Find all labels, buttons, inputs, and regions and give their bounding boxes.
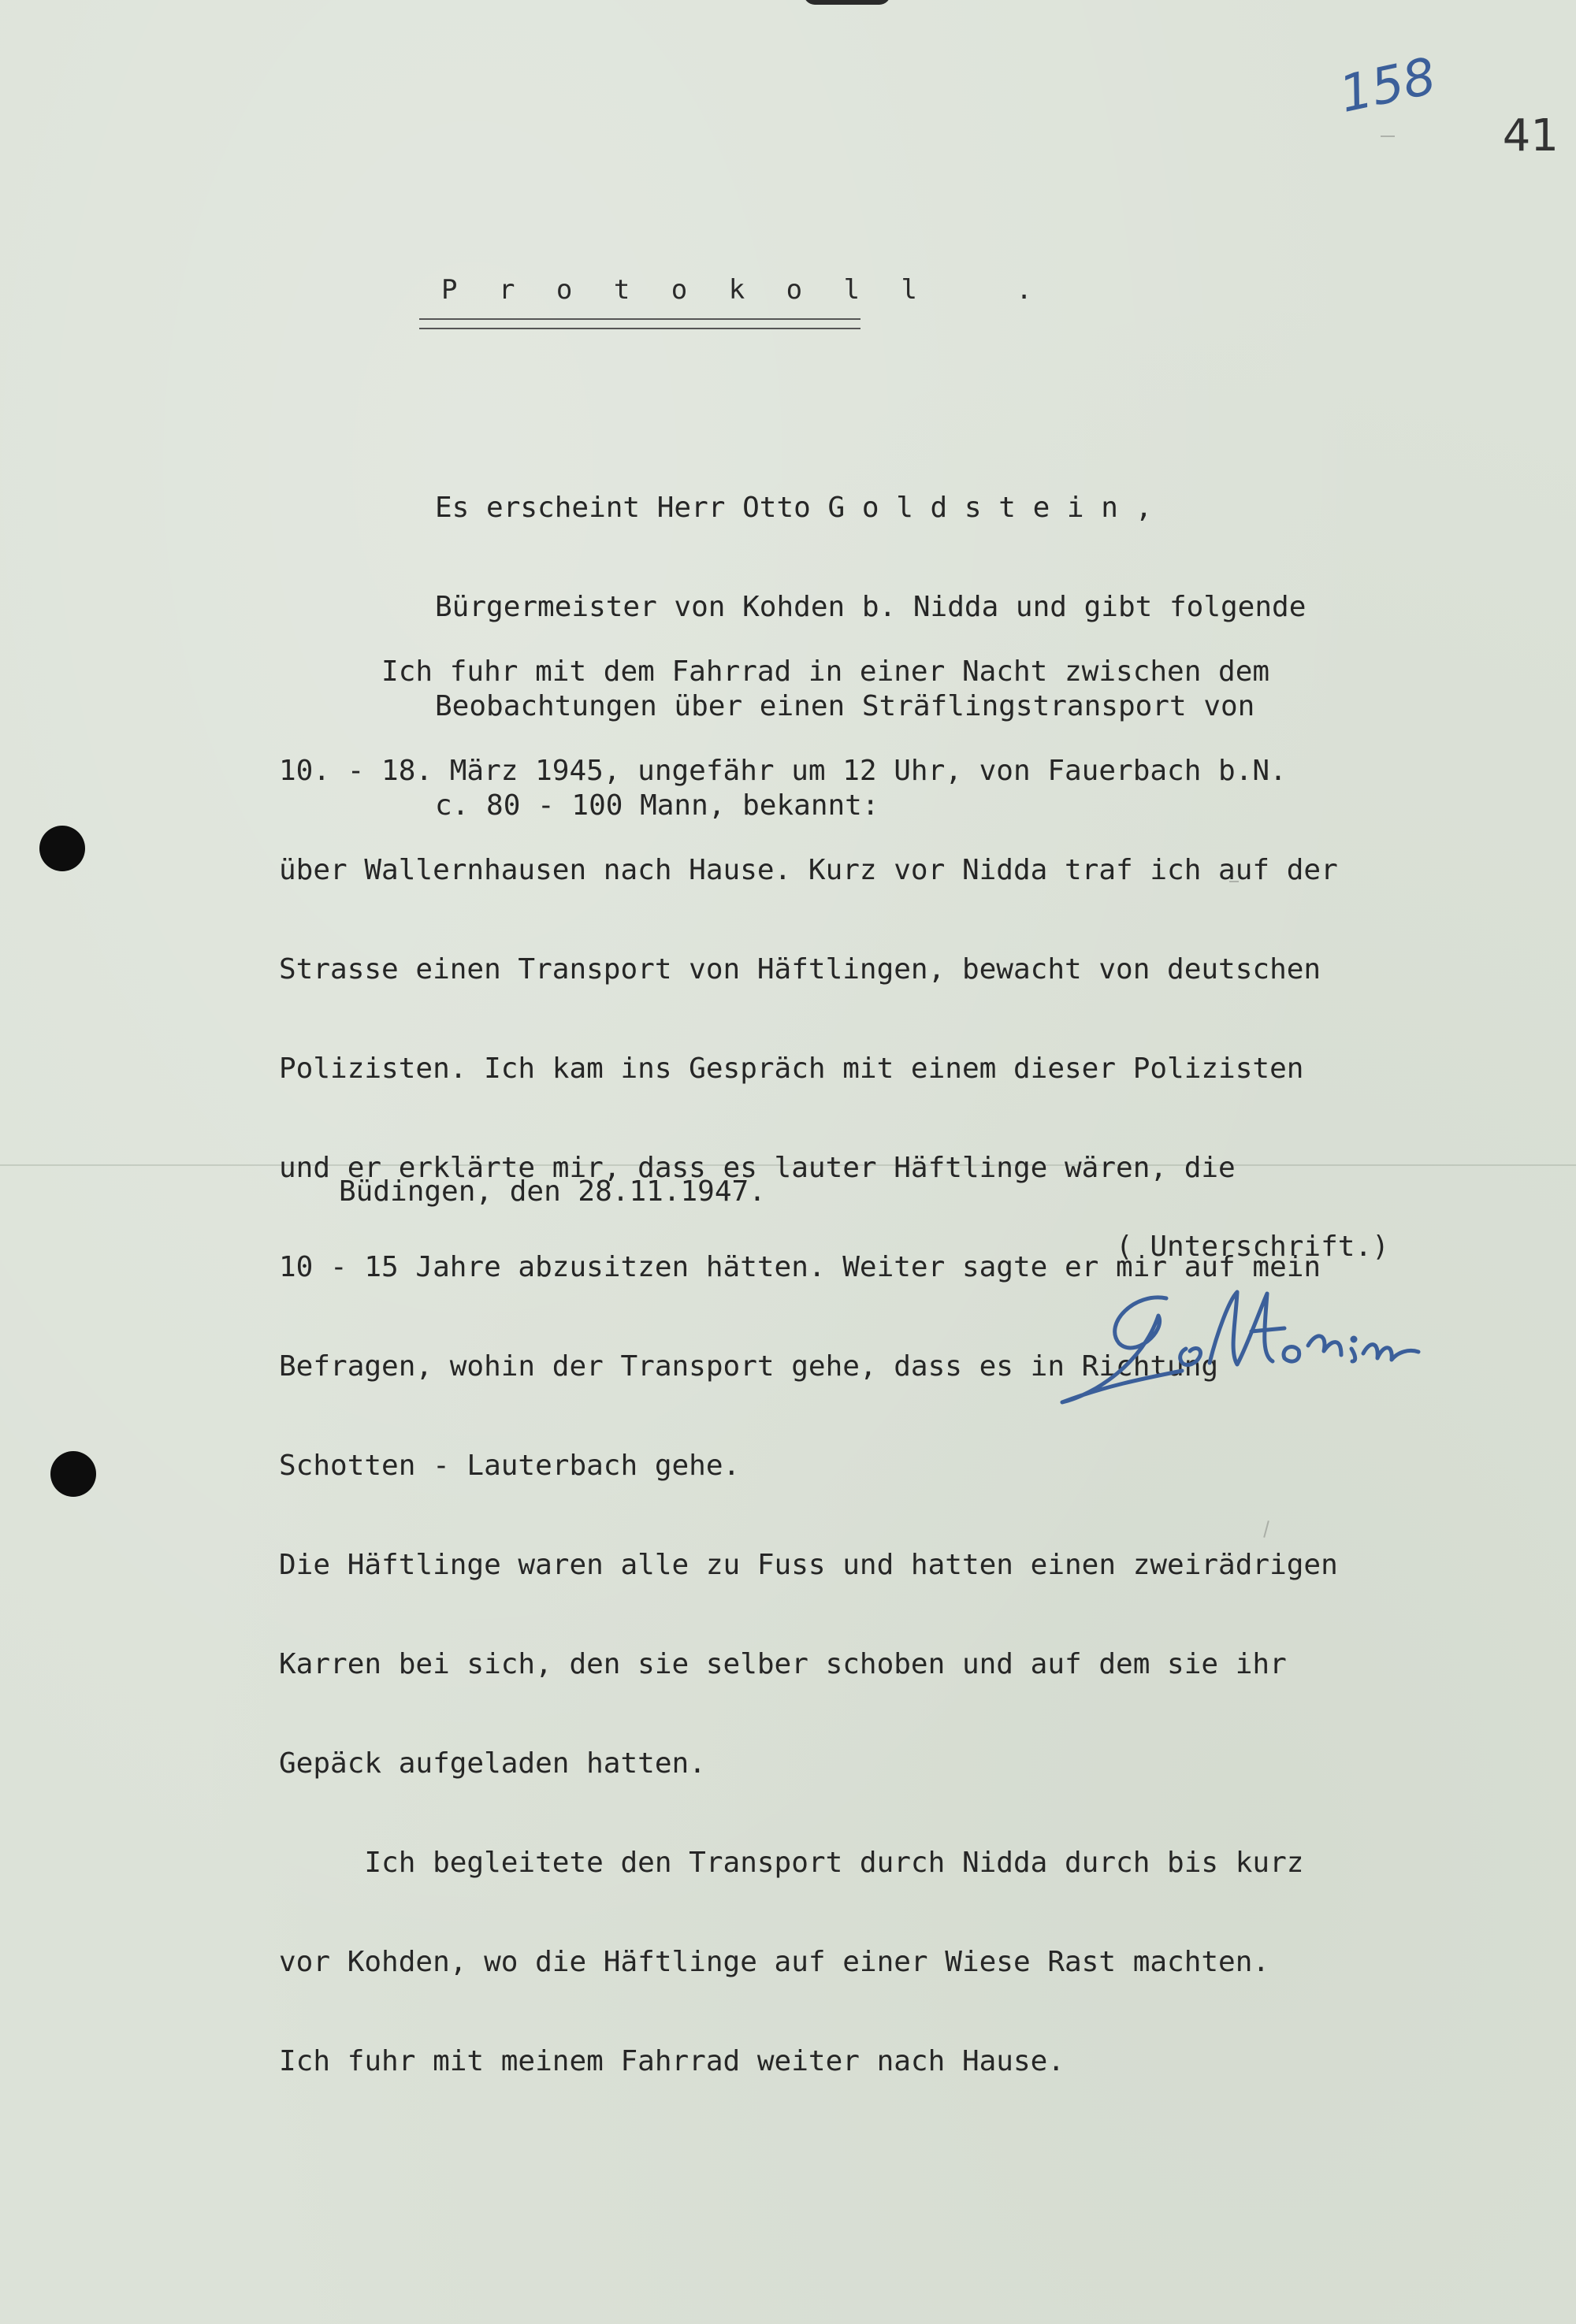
intro-line: Beobachtungen über einen Sträflingstransport von <box>435 690 1255 722</box>
title-underline <box>419 318 860 329</box>
page-number: 41 <box>1502 110 1559 161</box>
body-line: Die Häftlinge waren alle zu Fuss und hatten einen zweirädrigen <box>279 1549 1338 1581</box>
body-line: Polizisten. Ich kam ins Gespräch mit einem dieser Polizisten <box>279 1052 1304 1085</box>
top-edge-clip <box>804 0 890 5</box>
body-line: über Wallernhausen nach Hause. Kurz vor Nidda traf ich auf der <box>279 854 1338 886</box>
body-line: Befragen, wohin der Transport gehe, dass es in Richtung <box>279 1350 1219 1383</box>
signature-label: ( Unterschrift.) <box>1116 1231 1389 1263</box>
punch-hole <box>39 826 85 871</box>
body-line: vor Kohden, wo die Häftlinge auf einer Wiese Rast machten. <box>279 1946 1270 1978</box>
intro-line: Bürgermeister von Kohden b. Nidda und gibt folgende <box>435 591 1307 623</box>
handwritten-signature <box>1048 1276 1458 1418</box>
body-line: Karren bei sich, den sie selber schoben und auf dem sie ihr <box>279 1648 1287 1680</box>
archive-number: 158 <box>1334 47 1441 124</box>
paper-mark <box>1229 881 1239 882</box>
pencil-mark <box>1381 136 1395 137</box>
body-line: Ich fuhr mit dem Fahrrad in einer Nacht zwischen dem <box>279 655 1270 688</box>
body-line: und er erklärte mir, dass es lauter Häftlinge wären, die <box>279 1152 1236 1184</box>
body-line: Gepäck aufgeladen hatten. <box>279 1747 706 1780</box>
body-line: 10. - 18. März 1945, ungefähr um 12 Uhr, von Fauerbach b.N. <box>279 755 1287 787</box>
document-title: P r o t o k o l l . <box>441 274 1045 306</box>
body-line: Strasse einen Transport von Häftlingen, bewacht von deutschen <box>279 953 1321 986</box>
punch-hole <box>50 1451 96 1497</box>
place-and-date: Büdingen, den 28.11.1947. <box>339 1175 766 1208</box>
intro-line: c. 80 - 100 Mann, bekannt: <box>435 789 879 822</box>
intro-line: Es erscheint Herr Otto G o l d s t e i n , <box>435 492 1153 524</box>
body-line: 10 - 15 Jahre abzusitzen hätten. Weiter sagte er mir auf mein <box>279 1251 1321 1283</box>
body-line: Ich begleitete den Transport durch Nidda durch bis kurz <box>279 1847 1304 1879</box>
body-line: Ich fuhr mit meinem Fahrrad weiter nach Hause. <box>279 2045 1065 2077</box>
body-line: Schotten - Lauterbach gehe. <box>279 1450 741 1482</box>
